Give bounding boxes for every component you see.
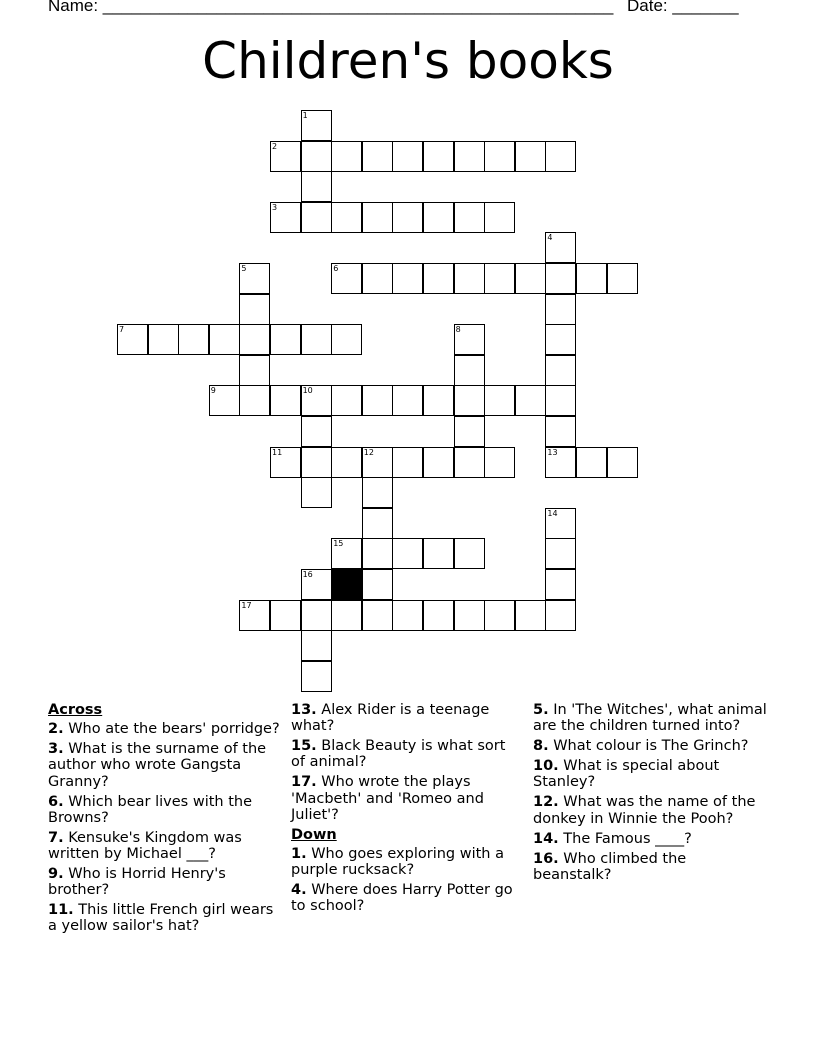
grid-cell[interactable] bbox=[148, 324, 179, 355]
clue-number-label: 7. bbox=[48, 829, 64, 846]
grid-cell[interactable] bbox=[454, 600, 485, 631]
grid-cell[interactable] bbox=[392, 538, 423, 569]
clue-item: 3. What is the surname of the author who wrote Gangsta Granny? bbox=[48, 741, 267, 790]
grid-cell[interactable] bbox=[362, 569, 393, 600]
clue-number-label: 17. bbox=[291, 774, 317, 791]
clue-number: 13 bbox=[547, 447, 558, 457]
clue-item: 1. Who goes exploring with a purple rucksack? bbox=[291, 846, 504, 879]
grid-cell[interactable] bbox=[515, 600, 546, 631]
clue-number-label: 2. bbox=[48, 721, 64, 738]
clue-number: 14 bbox=[547, 508, 558, 518]
grid-cell[interactable] bbox=[301, 630, 332, 661]
clue-item: 9. Who is Horrid Henry's brother? bbox=[48, 866, 226, 899]
clue-number: 4 bbox=[547, 233, 553, 243]
grid-cell[interactable] bbox=[515, 385, 546, 416]
clue-number-label: 1. bbox=[291, 846, 307, 863]
clue-item: 12. What was the name of the donkey in Winnie the Pooh? bbox=[533, 794, 756, 827]
grid-cell[interactable] bbox=[545, 294, 576, 325]
clue-item: 2. Who ate the bears' porridge? bbox=[48, 721, 280, 738]
grid-cell[interactable] bbox=[484, 600, 515, 631]
grid-cell[interactable] bbox=[423, 385, 454, 416]
grid-cell[interactable] bbox=[301, 569, 332, 600]
clue-item: 16. Who climbed the beanstalk? bbox=[533, 850, 687, 883]
clues-column-1 bbox=[48, 702, 280, 938]
clue-number: 5 bbox=[241, 264, 247, 273]
grid-cell[interactable] bbox=[362, 263, 393, 294]
grid-cell[interactable] bbox=[209, 385, 240, 416]
clue-number-label: 11. bbox=[48, 902, 74, 919]
grid-cell[interactable] bbox=[331, 538, 362, 569]
grid-cell[interactable] bbox=[239, 263, 270, 294]
grid-cell[interactable] bbox=[545, 355, 576, 386]
grid-cell[interactable] bbox=[423, 141, 454, 172]
clue-number: 17 bbox=[241, 600, 252, 610]
grid-cell[interactable] bbox=[301, 324, 332, 355]
clue-number-label: 12. bbox=[533, 794, 559, 811]
grid-cell[interactable] bbox=[545, 447, 576, 478]
grid-cell[interactable] bbox=[270, 141, 301, 172]
grid-cell[interactable] bbox=[239, 294, 270, 325]
clue-number: 16 bbox=[302, 570, 313, 579]
grid-cell[interactable] bbox=[515, 141, 546, 172]
clue-number-label: 9. bbox=[48, 866, 64, 883]
clue-number: 2 bbox=[272, 141, 278, 151]
clue-number-label: 5. bbox=[533, 702, 549, 718]
clue-item: 10. What is special about Stanley? bbox=[533, 758, 720, 791]
grid-cell[interactable] bbox=[423, 538, 454, 569]
grid-cell[interactable] bbox=[484, 202, 515, 233]
grid-cell[interactable] bbox=[545, 508, 576, 539]
grid-cell[interactable] bbox=[270, 447, 301, 478]
across-heading: Across bbox=[48, 702, 103, 718]
grid-cell[interactable] bbox=[607, 263, 638, 294]
clue-item: 4. Where does Harry Potter go to school? bbox=[291, 882, 513, 915]
clue-number: 9 bbox=[210, 386, 216, 396]
grid-cell[interactable] bbox=[484, 263, 515, 294]
grid-cell[interactable] bbox=[545, 385, 576, 416]
grid-cell[interactable] bbox=[362, 508, 393, 539]
clue-number-label: 16. bbox=[533, 850, 559, 867]
date-field-label[interactable]: Date: _______ bbox=[627, 0, 739, 15]
clue-number-label: 15. bbox=[291, 738, 317, 755]
grid-cell[interactable] bbox=[239, 355, 270, 386]
clue-number-label: 3. bbox=[48, 741, 64, 758]
grid-cell[interactable] bbox=[576, 447, 607, 478]
clue-number: 15 bbox=[333, 539, 344, 549]
grid-cell[interactable] bbox=[454, 385, 485, 416]
grid-cell[interactable] bbox=[545, 569, 576, 600]
grid-cell[interactable] bbox=[301, 447, 332, 478]
name-field-label[interactable]: Name: ______________________________________________________ bbox=[48, 0, 614, 15]
grid-cell[interactable] bbox=[362, 141, 393, 172]
clue-number: 6 bbox=[333, 264, 339, 273]
grid-cell[interactable] bbox=[484, 447, 515, 478]
grid-cell[interactable] bbox=[392, 202, 423, 233]
clue-number-label: 6. bbox=[48, 793, 64, 810]
grid-cell[interactable] bbox=[270, 324, 301, 355]
grid-cell[interactable] bbox=[362, 600, 393, 631]
grid-cell[interactable] bbox=[576, 263, 607, 294]
grid-cell[interactable] bbox=[454, 263, 485, 294]
grid-cell[interactable] bbox=[331, 263, 362, 294]
grid-cell[interactable] bbox=[515, 263, 546, 294]
grid-cell[interactable] bbox=[545, 141, 576, 172]
grid-cell[interactable] bbox=[301, 600, 332, 631]
clue-number-label: 8. bbox=[533, 738, 549, 755]
clue-number: 11 bbox=[272, 447, 283, 457]
clue-item: 15. Black Beauty is what sort of animal? bbox=[291, 738, 506, 771]
grid-cell[interactable] bbox=[331, 141, 362, 172]
grid-cell[interactable] bbox=[362, 447, 393, 478]
grid-cell[interactable] bbox=[545, 416, 576, 447]
grid-cell[interactable] bbox=[545, 263, 576, 294]
grid-cell[interactable] bbox=[454, 324, 485, 355]
grid-cell[interactable] bbox=[239, 324, 270, 355]
grid-cell[interactable] bbox=[331, 202, 362, 233]
grid-cell[interactable] bbox=[454, 447, 485, 478]
grid-cell[interactable] bbox=[362, 477, 393, 508]
grid-cell[interactable] bbox=[270, 385, 301, 416]
grid-cell[interactable] bbox=[117, 324, 148, 355]
grid-cell[interactable] bbox=[454, 538, 485, 569]
grid-cell[interactable] bbox=[454, 416, 485, 447]
grid-cell[interactable] bbox=[270, 600, 301, 631]
grid-cell[interactable] bbox=[392, 263, 423, 294]
grid-cell[interactable] bbox=[545, 600, 576, 631]
grid-cell[interactable] bbox=[392, 447, 423, 478]
grid-cell[interactable] bbox=[331, 600, 362, 631]
blocked-cell bbox=[331, 569, 362, 600]
clue-item: 17. Who wrote the plays 'Macbeth' and 'Romeo and Juliet'? bbox=[291, 774, 484, 823]
clue-item: 14. The Famous ____? bbox=[533, 830, 692, 847]
grid-cell[interactable] bbox=[331, 324, 362, 355]
clue-item: 13. Alex Rider is a teenage what? bbox=[291, 702, 490, 735]
grid-cell[interactable] bbox=[392, 600, 423, 631]
grid-cell[interactable] bbox=[331, 385, 362, 416]
clue-item: 8. What colour is The Grinch? bbox=[533, 738, 749, 755]
grid-cell[interactable] bbox=[484, 141, 515, 172]
clue-number-label: 10. bbox=[533, 758, 559, 775]
clue-number: 1 bbox=[302, 111, 308, 120]
clue-number-label: 14. bbox=[533, 830, 559, 847]
clue-item: 11. This little French girl wears a yellow sailor's hat? bbox=[48, 902, 274, 935]
grid-cell[interactable] bbox=[454, 141, 485, 172]
page-title: Children's books bbox=[202, 32, 614, 90]
grid-cell[interactable] bbox=[545, 324, 576, 355]
clue-item: 5. In 'The Witches', what animal are the children turned into? bbox=[533, 702, 767, 735]
grid-cell[interactable] bbox=[301, 110, 332, 141]
grid-cell[interactable] bbox=[454, 202, 485, 233]
clue-number: 7 bbox=[119, 325, 125, 335]
grid-cell[interactable] bbox=[270, 202, 301, 233]
clue-number-label: 4. bbox=[291, 882, 307, 899]
grid-cell[interactable] bbox=[239, 385, 270, 416]
grid-cell[interactable] bbox=[484, 385, 515, 416]
clue-number: 12 bbox=[363, 447, 374, 457]
down-heading: Down bbox=[291, 826, 337, 843]
grid-cell[interactable] bbox=[301, 171, 332, 202]
grid-cell[interactable] bbox=[362, 538, 393, 569]
grid-cell[interactable] bbox=[392, 141, 423, 172]
clue-number: 3 bbox=[272, 202, 278, 212]
grid-cell[interactable] bbox=[362, 385, 393, 416]
grid-cell[interactable] bbox=[423, 447, 454, 478]
grid-cell[interactable] bbox=[423, 263, 454, 294]
grid-cell[interactable] bbox=[178, 324, 209, 355]
grid-cell[interactable] bbox=[362, 202, 393, 233]
clue-item: 7. Kensuke's Kingdom was written by Michael ___? bbox=[48, 829, 242, 863]
grid-cell[interactable] bbox=[209, 324, 240, 355]
clues-column-3 bbox=[533, 702, 768, 887]
grid-cell[interactable] bbox=[301, 202, 332, 233]
grid-cell[interactable] bbox=[423, 600, 454, 631]
grid-cell[interactable] bbox=[301, 477, 332, 508]
grid-cell[interactable] bbox=[301, 141, 332, 172]
grid-cell[interactable] bbox=[239, 600, 270, 631]
grid-cell[interactable] bbox=[545, 538, 576, 569]
grid-cell[interactable] bbox=[392, 385, 423, 416]
grid-cell[interactable] bbox=[301, 385, 332, 416]
grid-cell[interactable] bbox=[331, 447, 362, 478]
clue-number: 8 bbox=[455, 325, 461, 335]
grid-cell[interactable] bbox=[423, 202, 454, 233]
clues-column-2 bbox=[291, 702, 521, 918]
clue-number-label: 13. bbox=[291, 702, 317, 718]
grid-cell[interactable] bbox=[454, 355, 485, 386]
clue-number: 10 bbox=[302, 386, 313, 396]
grid-cell[interactable] bbox=[545, 232, 576, 263]
grid-cell[interactable] bbox=[301, 416, 332, 447]
clue-item: 6. Which bear lives with the Browns? bbox=[48, 793, 253, 826]
grid-cell[interactable] bbox=[607, 447, 638, 478]
grid-cell[interactable] bbox=[301, 661, 332, 692]
